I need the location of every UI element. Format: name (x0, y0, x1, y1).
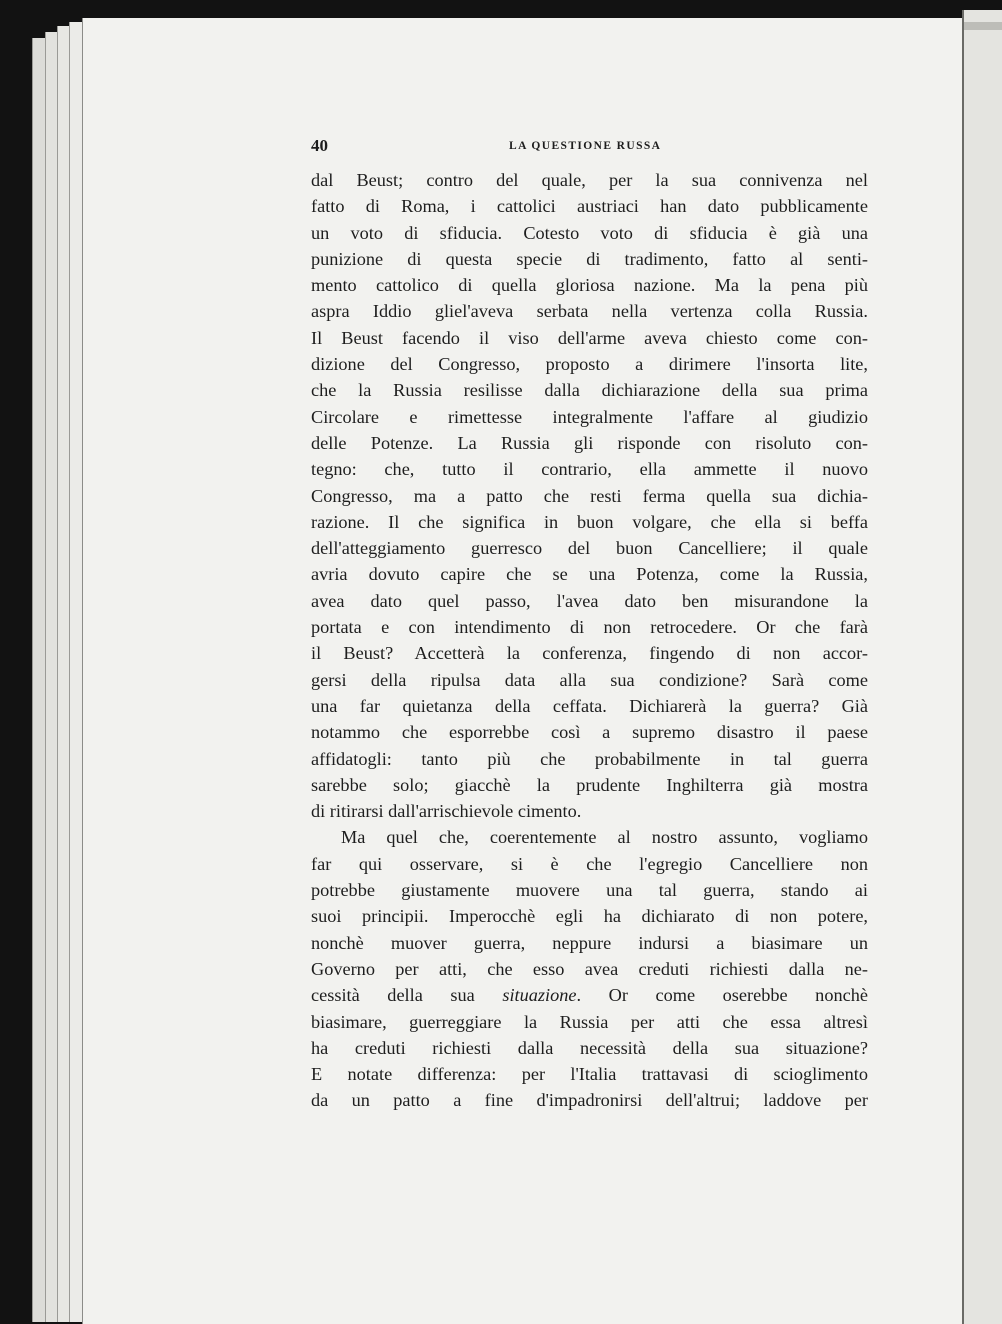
text-line: un voto di sfiducia. Cotesto voto di sfiducia è già una (311, 222, 868, 243)
text-line: che la Russia resilisse dalla dichiarazione della sua prima (311, 380, 868, 401)
text-line: Circolare e rimettesse integralmente l'affare al giudizio (311, 406, 868, 427)
running-title: LA QUESTIONE RUSSA (509, 140, 662, 152)
text-line: avea dato quel passo, l'avea dato ben misurandone la (311, 590, 868, 611)
text-line: una far quietanza della ceffata. Dichiarerà la guerra? Già (311, 695, 868, 716)
text-line: dal Beust; contro del quale, per la sua connivenza nel (311, 170, 868, 190)
text-line: biasimare, guerreggiare la Russia per atti che essa altresì (311, 1011, 868, 1032)
text-line: portata e con intendimento di non retrocedere. Or che farà (311, 617, 868, 638)
text-line: Congresso, ma a patto che resti ferma quella sua dichia- (311, 485, 868, 506)
text-line: il Beust? Accetterà la conferenza, fingendo di non accor- (311, 643, 868, 664)
text-line: ha creduti richiesti dalla necessità della sua situazione? (311, 1037, 868, 1058)
body-text (311, 167, 868, 1114)
text-line: notammo che esporrebbe così a supremo disastro il paese (311, 722, 868, 743)
text-line: gersi della ripulsa data alla sua condizione? Sarà come (311, 669, 868, 690)
text-line: E notate differenza: per l'Italia trattavasi di scioglimento (311, 1064, 868, 1085)
text-line: nonchè muover guerra, neppure indursi a biasimare un (311, 932, 868, 953)
text-line: da un patto a fine d'impadronirsi dell'altrui; laddove per (311, 1090, 868, 1111)
text-line: razione. Il che significa in buon volgare, che ella si beffa (311, 511, 868, 532)
page-header (311, 136, 871, 158)
text-line: sarebbe solo; giacchè la prudente Inghilterra già mostra (311, 774, 868, 795)
text-line: di ritirarsi dall'arrischievole cimento. (311, 801, 582, 822)
facing-page-strip (964, 22, 1002, 30)
text-line-mixed (311, 982, 868, 1008)
text-line: delle Potenze. La Russia gli risponde con risoluto con- (311, 432, 868, 453)
text-line: far qui osservare, si è che l'egregio Cancelliere non (311, 853, 868, 874)
text-line: dell'atteggiamento guerresco del buon Cancelliere; il quale (311, 538, 868, 559)
paragraph (311, 167, 868, 824)
text-line: potrebbe giustamente muovere una tal guerra, stando ai (311, 880, 868, 901)
paragraph (311, 824, 868, 1113)
page-number: 40 (311, 136, 328, 155)
text-line: affidatogli: tanto più che probabilmente in tal guerra (311, 748, 868, 769)
text-line: Il Beust facendo il viso dell'arme aveva chiesto come con- (311, 327, 868, 348)
facing-page-edge (962, 10, 1002, 1324)
text-line: avria dovuto capire che se una Potenza, come la Russia, (311, 564, 868, 585)
italic-word: situazione (502, 985, 577, 1006)
text-segment: cessità della sua (311, 985, 475, 1006)
text-line: suoi principii. Imperocchè egli ha dichiarato di non potere, (311, 906, 868, 927)
text-line: tegno: che, tutto il contrario, ella ammette il nuovo (311, 459, 868, 480)
text-line: Governo per atti, che esso avea creduti richiesti dalla ne- (311, 958, 868, 979)
text-segment: . Or come oserebbe nonchè (576, 985, 868, 1006)
text-line: dizione del Congresso, proposto a dirimere l'insorta lite, (311, 354, 868, 375)
text-line: Ma quel che, coerentemente al nostro assunto, vogliamo (341, 827, 868, 848)
text-line: mento cattolico di quella gloriosa nazione. Ma la pena più (311, 275, 868, 296)
text-line: fatto di Roma, i cattolici austriaci han dato pubblicamente (311, 196, 868, 217)
text-line: aspra Iddio gliel'aveva serbata nella vertenza colla Russia. (311, 301, 868, 322)
text-line: punizione di questa specie di tradimento, fatto al senti- (311, 248, 868, 269)
